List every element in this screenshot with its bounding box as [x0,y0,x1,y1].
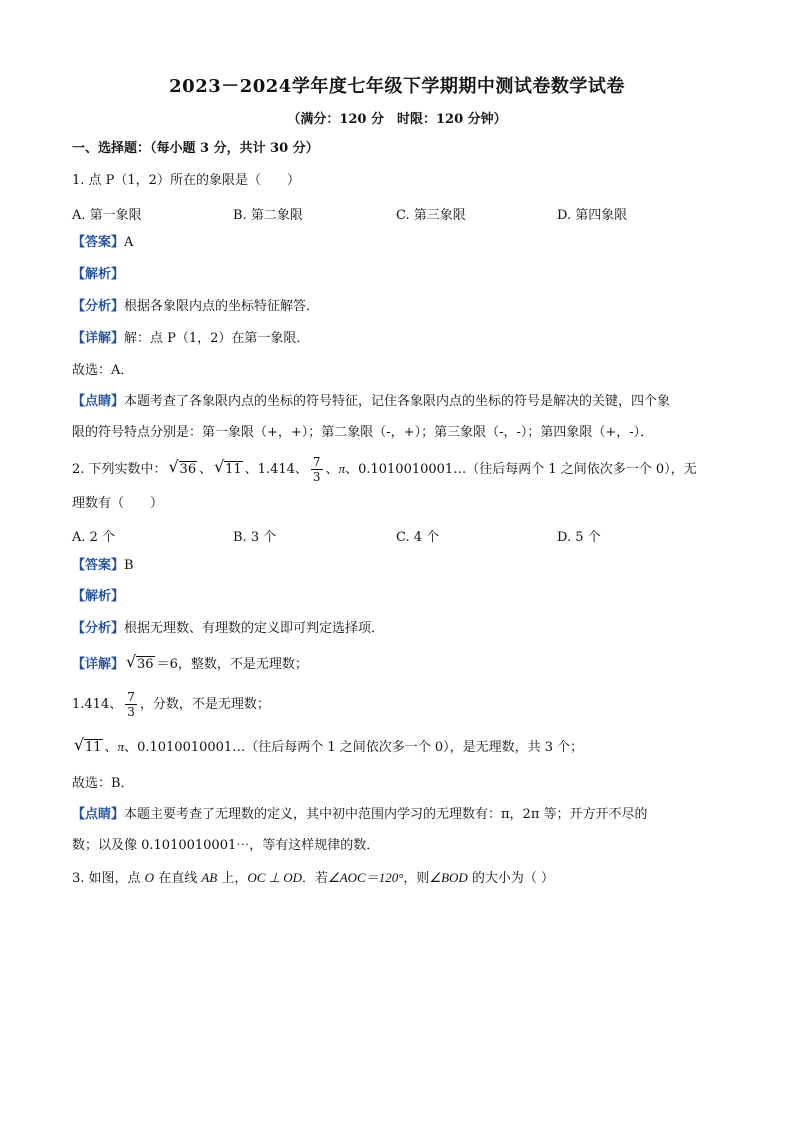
line-ab: AB [201,870,218,885]
q1-option-c: C. 第三象限 [396,208,466,223]
fraction-denominator: 3 [127,705,135,719]
q2-stem-tail: 、0.1010010001…（往后每两个 1 之间依次多一个 0），无 [345,462,697,477]
separator: 、 [199,462,213,477]
q2-detail-line1 [72,654,308,676]
q2-option-a: A. 2 个 [72,530,116,545]
q1-option-a: A. 第一象限 [72,208,142,223]
q2-option-d: D. 5 个 [557,530,601,545]
fraction-denominator: 3 [312,470,321,484]
sqrt-36 [169,458,198,482]
analysis-tag: 【解析】 [72,589,125,604]
pi-symbol: π [338,461,346,476]
fraction-7-3 [311,455,323,484]
q1-detail: 解：点 P（1，2）在第一象限． [124,331,310,346]
q2-detail2-tail: ，分数，不是无理数； [139,697,270,712]
q2-detail1-tail: ＝6，整数，不是无理数； [156,657,308,672]
q1-option-d: D. 第四象限 [557,208,628,223]
q2-detail-line2 [72,690,270,719]
q3-text-c: 上， [217,871,248,886]
q2-option-b: B. 3 个 [233,530,277,545]
fraction-7-3 [125,690,137,719]
radical-sign-icon: √ [214,457,225,476]
q3-text-a: 3. 如图，点 [72,871,145,886]
point-o: O [144,870,155,885]
q2-option-c: C. 4 个 [396,530,440,545]
page-title: 2023－2024学年度七年级下学期期中测试卷数学试卷 [169,76,625,97]
q2-answer-line [72,557,134,575]
q3-text-d: ．若 [302,871,329,886]
q2-analysis-line [72,588,124,606]
sqrt-36 [126,654,155,676]
radical-sign-icon: √ [168,457,179,476]
q2-choose: 故选：B． [72,776,134,791]
q2-answer: B [124,558,134,573]
separator: 、 [325,462,339,477]
q2-stem-line1 [72,455,697,484]
q1-analysis-line [72,266,124,284]
fraction-numerator: 7 [312,455,321,469]
sqrt-11 [74,737,103,759]
q2-detail-line3 [72,736,583,759]
pi-symbol: π [117,739,125,754]
q1-point-text1: 本题考查了各象限内点的坐标的符号特征，记住各象限内点的坐标的符号是解决的关键，四个象 [124,394,671,409]
analysis-tag: 【解析】 [72,267,125,282]
q1-stem: 1. 点 P（1，2）所在的象限是（ ） [72,173,300,188]
detail-tag: 【详解】 [72,657,125,672]
q2-detail3-tail: 、0.1010010001…（往后每两个 1 之间依次多一个 0），是无理数，共 3 个； [124,740,584,755]
q3-text-e: ，则 [403,871,430,886]
radicand-11: 11 [85,740,102,755]
q3-stem [72,869,554,888]
section-heading: 一、选择题：（每小题 3 分，共计 30 分） [72,141,319,156]
value-1414: 1.414 [257,462,295,477]
radicand-36: 36 [179,462,197,477]
fenxi-tag: 【分析】 [72,299,125,314]
q1-option-b: B. 第二象限 [233,208,303,223]
q1-choose: 故选：A． [72,363,134,378]
radicand-36: 36 [137,657,154,672]
q2-point-line1 [72,806,648,824]
q1-answer-line [72,234,133,252]
answer-tag: 【答案】 [72,235,125,250]
page-subtitle: （满分：120 分 时限：120 分钟） [287,112,507,127]
separator: 、 [104,740,118,755]
radical-sign-icon: √ [74,735,85,754]
q2-point-text1: 本题主要考查了无理数的定义，其中初中范围内学习的无理数有：π，2π 等；开方开不尽的 [124,807,648,822]
q1-answer: A [124,235,134,250]
radical-sign-icon: √ [126,652,137,671]
q1-detail-line [72,330,309,348]
q2-stem-line2: 理数有（ ） [72,496,164,511]
q1-fenxi-line [72,298,319,316]
sqrt-11 [214,458,243,482]
q2-stem-prefix: 2. 下列实数中： [72,462,167,477]
perpendicular-expr: OC ⊥ OD [247,870,303,885]
q1-fenxi: 根据各象限内点的坐标特征解答． [124,299,320,314]
q3-text-b: 在直线 [154,871,202,886]
answer-tag: 【答案】 [72,558,125,573]
separator: 、 [294,462,308,477]
angle-aoc-expr: ∠AOC＝120° [328,870,404,885]
fraction-numerator: 7 [127,690,135,704]
radicand-11: 11 [225,462,242,477]
q2-fenxi-line [72,620,384,638]
point-tag: 【点睛】 [72,807,125,822]
q1-point-line2: 限的符号特点分别是：第一象限（+，+）；第二象限（-，+）；第三象限（-，-）；第四象限（+，-）． [72,425,654,440]
q2-point-line2: 数；以及像 0.1010010001⋯，等有这样规律的数． [72,838,380,853]
point-tag: 【点睛】 [72,394,125,409]
q2-detail2-prefix: 1.414、 [72,697,123,712]
angle-bod-expr: ∠BOD [429,870,468,885]
q3-text-f: 的大小为（ ） [467,871,555,886]
fenxi-tag: 【分析】 [72,621,125,636]
q2-fenxi: 根据无理数、有理数的定义即可判定选择项． [124,621,385,636]
separator: 、 [244,462,258,477]
q1-point-line1 [72,393,670,411]
detail-tag: 【详解】 [72,331,125,346]
